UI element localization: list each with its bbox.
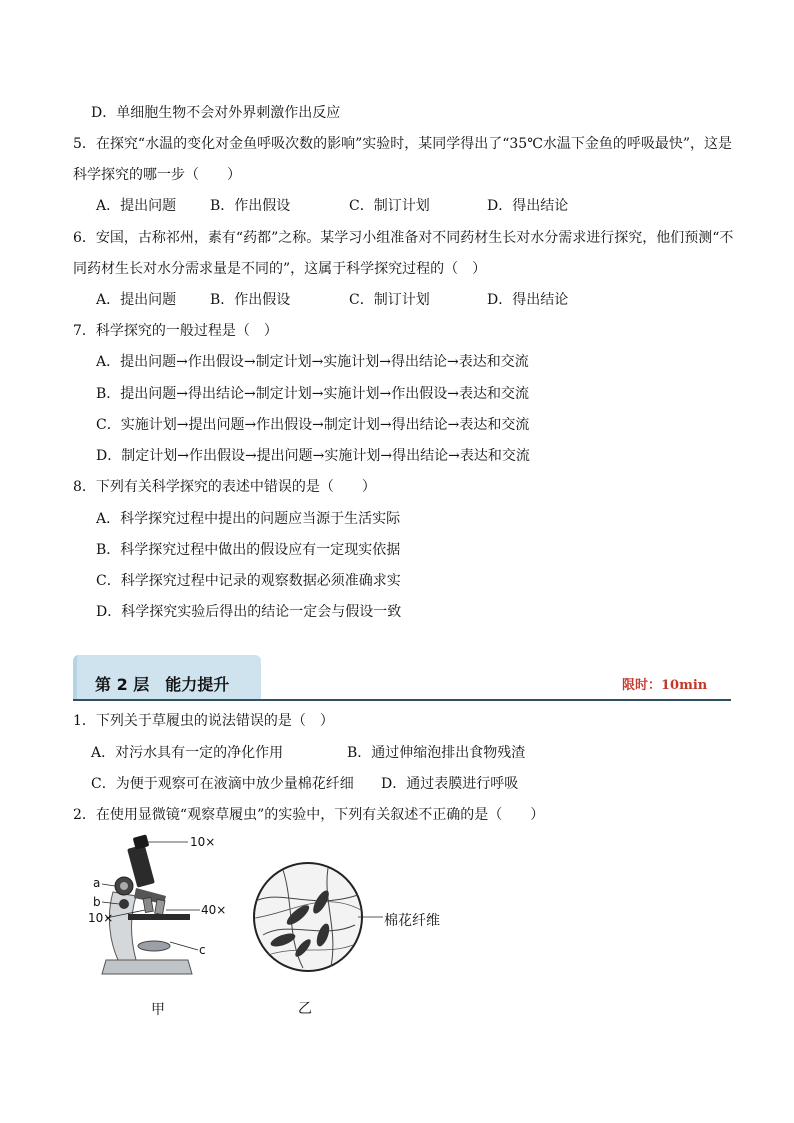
q7-option-a: A．提出问题→作出假设→制定计划→实施计划→得出结论→表达和交流 <box>96 354 529 370</box>
q5-option-b: B．作出假设 <box>210 198 291 214</box>
q8-option-d: D．科学探究实验后得出的结论一定会与假设一致 <box>96 604 402 620</box>
q8-option-c: C．科学探究过程中记录的观察数据必须准确求实 <box>96 573 401 589</box>
q8-option-b: B．科学探究过程中做出的假设应有一定现实依据 <box>96 542 401 558</box>
q6-option-d: D．得出结论 <box>487 292 569 308</box>
label-c: c <box>199 943 206 957</box>
q2-stem: 2．在使用显微镜“观察草履虫”的实验中，下列有关叙述不正确的是（ ） <box>73 807 545 823</box>
eyepiece-label: 10× <box>190 835 216 849</box>
section-divider <box>73 699 731 701</box>
q5-option-d: D．得出结论 <box>487 198 569 214</box>
time-limit: 限时：10min <box>622 678 708 693</box>
q1-option-c: C．为便于观察可在液滴中放少量棉花纤细 <box>91 776 354 792</box>
q6-stem-line2: 同药材生长对水分需求量是不同的”，这属于科学探究过程的（ ） <box>73 261 487 277</box>
caption-left: 甲 <box>151 1002 165 1018</box>
q8-stem: 8．下列有关科学探究的表述中错误的是（ ） <box>73 479 376 495</box>
q8-option-a: A．科学探究过程中提出的问题应当源于生活实际 <box>96 511 401 527</box>
q1-option-d: D．通过表膜进行呼吸 <box>381 776 519 792</box>
caption-right: 乙 <box>298 1001 312 1017</box>
q5-option-c: C．制订计划 <box>349 198 430 214</box>
q6-option-b: B．作出假设 <box>210 292 291 308</box>
q7-stem: 7．科学探究的一般过程是（ ） <box>73 323 278 339</box>
q6-option-c: C．制订计划 <box>349 292 430 308</box>
section-title: 第 2 层 能力提升 <box>95 675 230 694</box>
paramecium-view-figure <box>243 860 383 980</box>
label-b: b <box>93 895 101 909</box>
fiber-label: 棉花纤维 <box>384 913 440 929</box>
q7-option-b: B．提出问题→得出结论→制定计划→实施计划→作出假设→表达和交流 <box>96 386 529 402</box>
q7-option-c: C．实施计划→提出问题→作出假设→制定计划→得出结论→表达和交流 <box>96 417 530 433</box>
high-objective-label: 40× <box>201 903 227 917</box>
q6-option-a: A．提出问题 <box>96 292 177 308</box>
q5-option-a: A．提出问题 <box>96 198 177 214</box>
q1-option-a: A．对污水具有一定的净化作用 <box>91 745 284 761</box>
label-a: a <box>93 876 101 890</box>
q5-stem-line2: 科学探究的哪一步（ ） <box>73 167 241 183</box>
q7-option-d: D．制定计划→作出假设→提出问题→实施计划→得出结论→表达和交流 <box>96 448 530 464</box>
q1-stem: 1．下列关于草履虫的说法错误的是（ ） <box>73 713 334 729</box>
q6-stem-line1: 6．安国，古称祁州，素有“药都”之称。某学习小组准备对不同药材生长对水分需求进行探究，他们预测“不 <box>73 230 734 246</box>
q4-option-d: D．单细胞生物不会对外界刺激作出反应 <box>91 105 341 121</box>
q5-stem-line1: 5．在探究“水温的变化对金鱼呼吸次数的影响”实验时，某同学得出了“35℃水温下金鱼的呼吸最快”，这是 <box>73 136 733 152</box>
low-objective-label: 10× <box>88 911 114 925</box>
q1-option-b: B．通过伸缩泡排出食物残渣 <box>347 745 526 761</box>
